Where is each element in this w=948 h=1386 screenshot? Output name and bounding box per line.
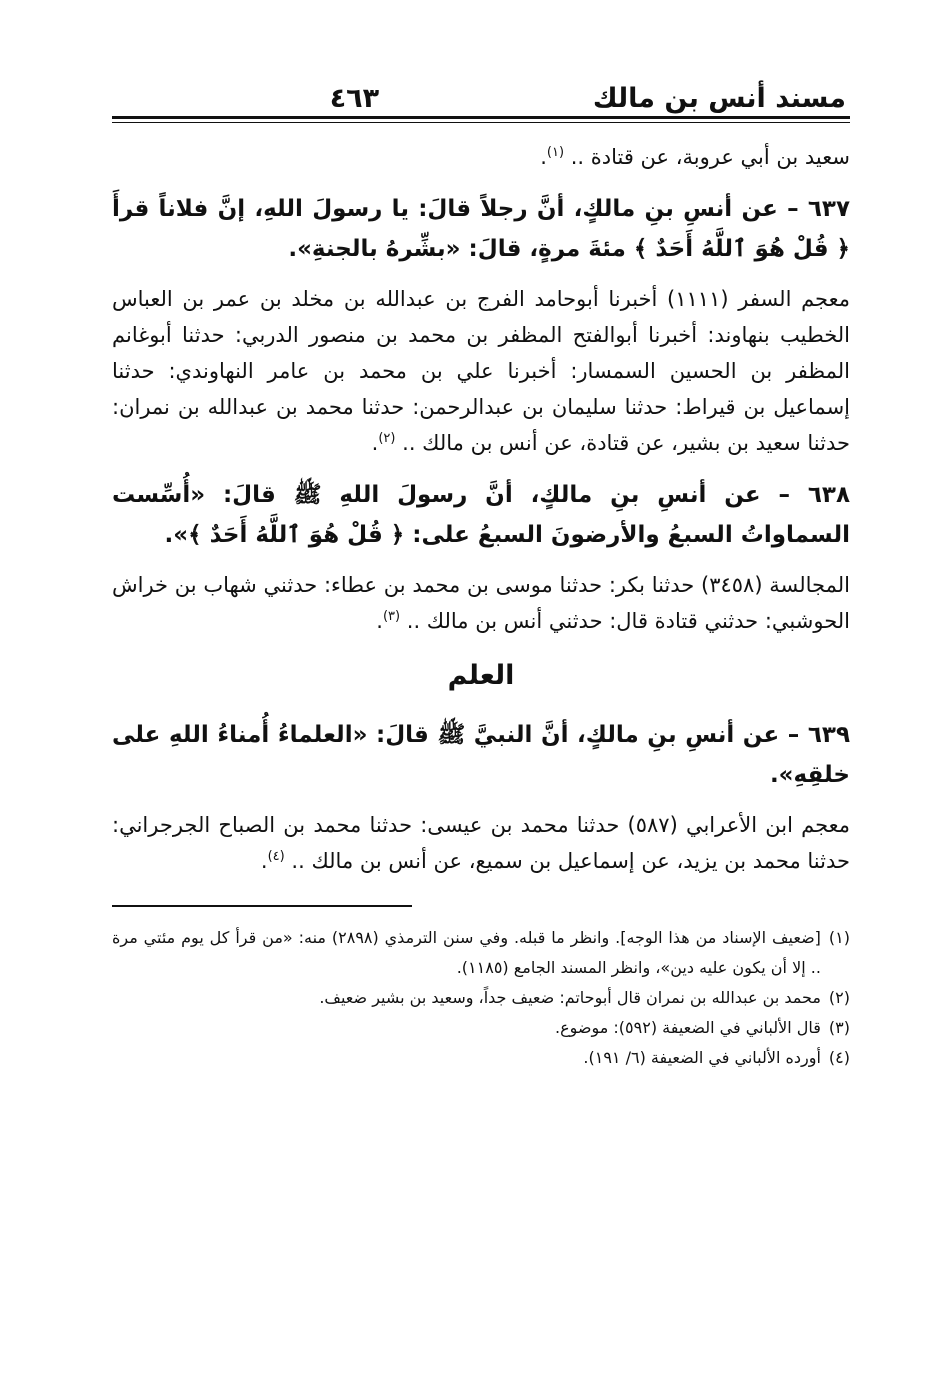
footnote-text: [ضعيف الإسناد من هذا الوجه]. وانظر ما قبله. وفي سنن الترمذي (٢٨٩٨) منه: «من قرأ كل يوم مئتي مرة .. إلا أن يكون عليه دين»، وانظر المسند الجامع (١١٨٥). [112,928,821,977]
source-639-text: معجم ابن الأعرابي (٥٨٧) حدثنا محمد بن عيسى: حدثنا محمد بن الصباح الجرجراني: حدثنا محمد بن يزيد، عن إسماعيل بن سميع، عن أنس بن مالك .. [112,813,851,873]
continuation-text: سعيد بن أبي عروبة، عن قتادة .. [570,145,850,169]
page-header [112,70,850,119]
footnote-number: (٤) [828,1048,850,1067]
running-title: مسند أنس بن مالك [592,83,846,114]
hadith-639: ٦٣٩ – عن أنسِ بنِ مالكٍ، أنَّ النبيَّ ﷺ قالَ: «العلماءُ أُمناءُ اللهِ على خلقِهِ». [112,722,850,788]
footnote-3 [112,1013,850,1043]
continuation-paragraph: سعيد بن أبي عروبة، عن قتادة .. $^{(١)}$. [540,145,850,169]
footnote-ref-4: (٤) [267,849,285,864]
footnote-ref-3: (٣) [382,609,401,624]
hadith-637: ٦٣٧ – عن أنسِ بنِ مالكٍ، أنَّ رجلاً قالَ: يا رسولَ اللهِ، إنَّ فلاناً قرأَ ﴿ قُلْ هُوَ ٱللَّهُ أَحَدٌ ﴾ مئةَ مرةٍ، قالَ: «بشِّرهُ بالجنةِ». [112,196,850,262]
footnote-text: قال الألباني في الضعيفة (٥٩٢): موضوع. [555,1018,821,1037]
section-heading: العلم [447,660,515,691]
source-639: معجم ابن الأعرابي (٥٨٧) حدثنا محمد بن عيسى: حدثنا محمد بن الصباح الجرجراني: حدثنا محمد بن يزيد، عن إسماعيل بن سميع، عن أنس بن مالك .. $^{(٤)}$. [112,813,851,873]
footnote-ref-2: (٢) [378,431,396,446]
source-637-text: معجم السفر (١١١١) أخبرنا أبوحامد الفرج بن عبدالله بن مخلد بن عمر بن العباس الخطيب بنهاوند: أخبرنا أبوالفتح المظفر بن محمد بن منصور الدربي: حدثنا أبوغانم المظفر بن الحسين السمسار: أخبرنا علي بن محمد بن عامر النهاوندي: حدثنا إسماعيل بن قيراط: حدثنا سليمان بن عبدالرحمن: حدثنا محمد بن عبدالله بن نمران: حدثنا سعيد بن بشير، عن قتادة، عن أنس بن مالك .. [112,287,850,455]
footnote-2 [112,983,850,1013]
footnote-ref-1: (١) [546,145,565,160]
source-638: المجالسة (٣٤٥٨) حدثنا بكر: حدثنا موسى بن محمد بن عطاء: حدثني شهاب بن خراش الحوشبي: حدثني قتادة قال: حدثني أنس بن مالك .. $^{(٣)}$. [112,573,850,633]
source-637: معجم السفر (١١١١) أخبرنا أبوحامد الفرج بن عبدالله بن مخلد بن عمر بن العباس الخطيب بنهاوند: أخبرنا أبوالفتح المظفر بن محمد بن منصور الدربي: حدثنا أبوغانم المظفر بن الحسين السمسار: أخبرنا علي بن محمد بن عامر النهاوندي: حدثنا إسماعيل بن قيراط: حدثنا سليمان بن عبدالرحمن: حدثنا محمد بن عبدالله بن نمران: حدثنا سعيد بن بشير، عن قتادة، عن أنس بن مالك .. $^{(٢)}$. [112,287,850,455]
footnote-number: (١) [828,928,850,947]
footnote-number: (٢) [828,988,850,1007]
hadith-638: ٦٣٨ – عن أنسِ بنِ مالكٍ، أنَّ رسولَ اللهِ ﷺ قالَ: «أُسِّست السماواتُ السبعُ والأرضونَ السبعُ على: ﴿ قُلْ هُوَ ٱللَّهُ أَحَدٌ ﴾». [112,482,850,548]
footnote-number: (٣) [828,1018,850,1037]
footnote-text: محمد بن عبدالله بن نمران قال أبوحاتم: ضعيف جداً، وسعيد بن بشير ضعيف. [319,988,821,1007]
header-rule [112,122,850,123]
book-page [112,70,850,1073]
footnote-text: أورده الألباني في الضعيفة (٦/ ١٩١). [583,1048,821,1067]
footnote-divider [112,905,412,907]
page-number: ٤٦٣ [329,83,380,114]
main-content [112,139,850,1073]
footnote-1 [112,923,850,983]
source-638-text: المجالسة (٣٤٥٨) حدثنا بكر: حدثنا موسى بن محمد بن عطاء: حدثني شهاب بن خراش الحوشبي: حدثني قتادة قال: حدثني أنس بن مالك .. [112,573,850,633]
footnote-4 [112,1043,850,1073]
